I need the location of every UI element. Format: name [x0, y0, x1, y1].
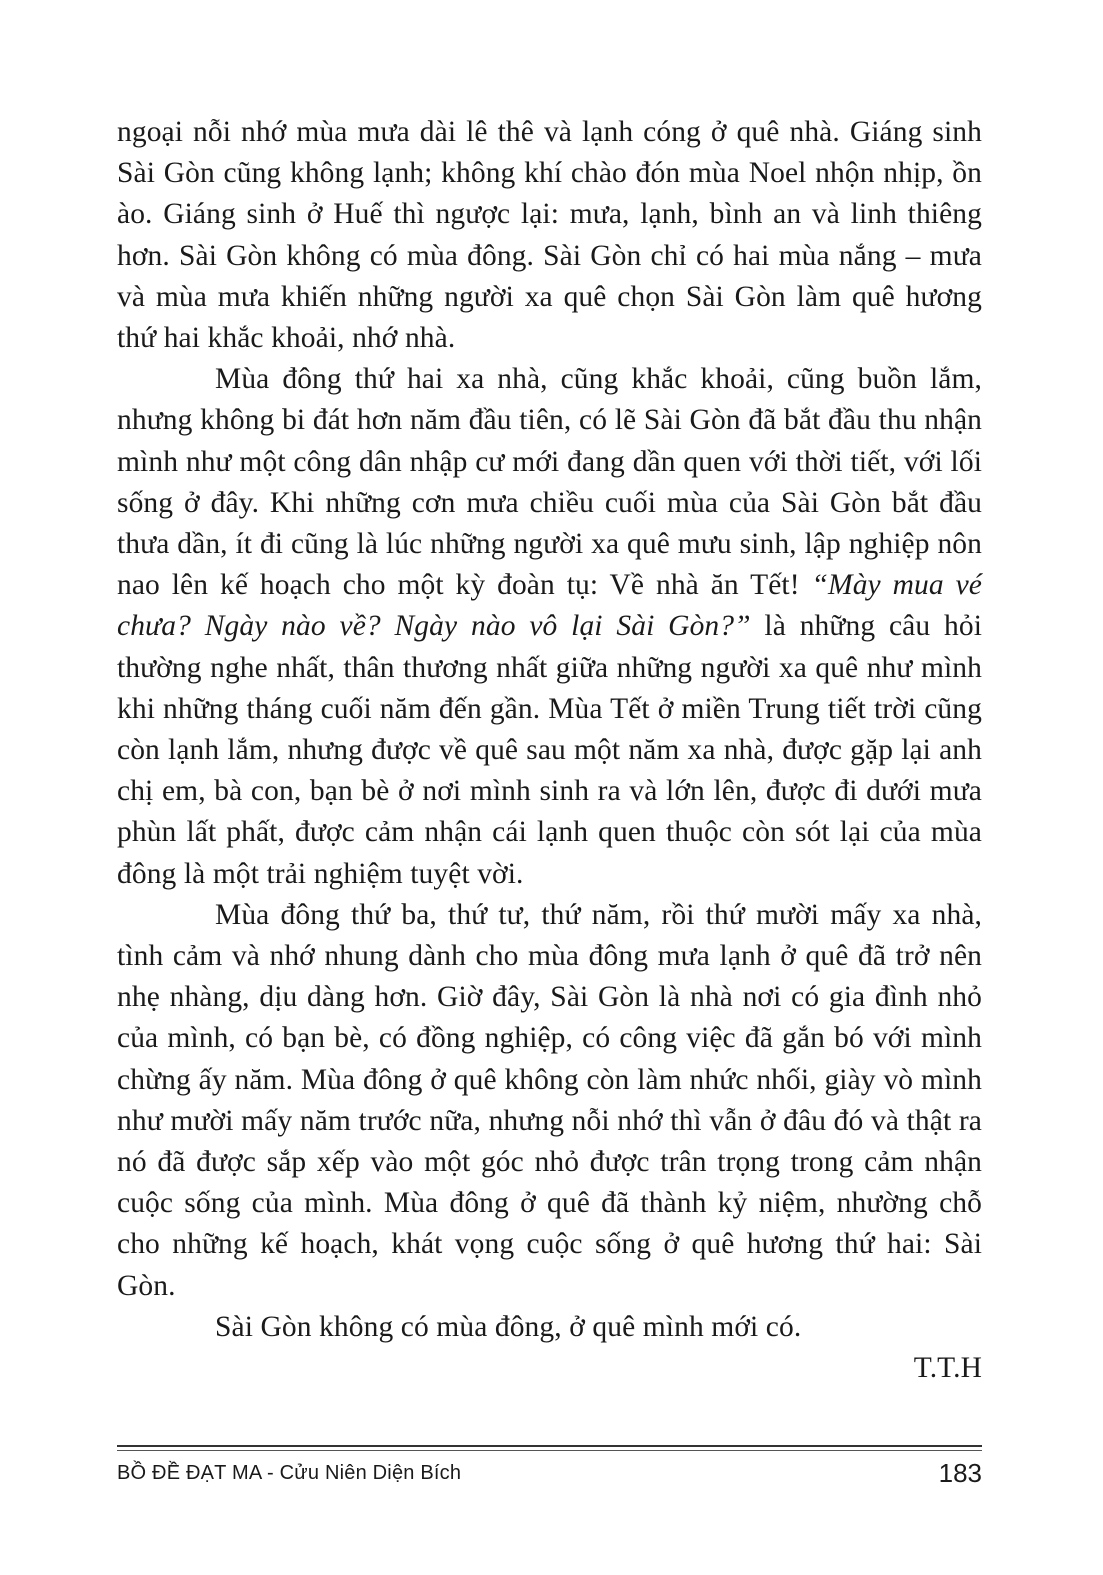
- page-number: 183: [938, 1457, 982, 1488]
- footer-rule-thin: [117, 1450, 982, 1451]
- author-signature: T.T.H: [913, 1352, 982, 1385]
- paragraph-1: ngoại nỗi nhớ mùa mưa dài lê thê và lạnh cóng ở quê nhà. Giáng sinh Sài Gòn cũng không lạnh; không khí chào đón mùa Noel nhộn nhịp, ồn ào. Giáng sinh ở Huế thì ngược lại: mưa, lạnh, bình an và linh thiêng hơn. Sài Gòn không có mùa đông. Sài Gòn chỉ có hai mùa nắng – mưa và mùa mưa khiến những người xa quê chọn Sài Gòn làm quê hương thứ hai khắc khoải, nhớ nhà.: [117, 116, 982, 355]
- paragraph-2-quote: “Mày mua vé chưa? Ngày nào về? Ngày nào vô lại Sài Gòn?”: [117, 569, 982, 643]
- paragraph-2: [117, 359, 982, 895]
- paragraph-2-before-quote: Mùa đông thứ hai xa nhà, cũng khắc khoải, cũng buồn lắm, nhưng không bi đát hơn năm đầu tiên, có lẽ Sài Gòn đã bắt đầu thu nhận mình như một công dân nhập cư mới đang dần quen với thời tiết, với lối sống ở đây. Khi những cơn mưa chiều cuối mùa của Sài Gòn bắt đầu thưa dần, ít đi cũng là lúc những người xa quê mưu sinh, lập nghiệp nôn nao lên kế hoạch cho một kỳ đoàn tụ: Về nhà ăn Tết!: [117, 363, 982, 602]
- book-title: BỒ ĐỀ ĐẠT MA - Cửu Niên Diện Bích: [117, 1461, 462, 1484]
- page-footer: [117, 1456, 982, 1490]
- footer-rule: [117, 1445, 982, 1447]
- page-body: [117, 112, 982, 1389]
- paragraph-3: Mùa đông thứ ba, thứ tư, thứ năm, rồi thứ mười mấy xa nhà, tình cảm và nhớ nhung dành cho mùa đông mưa lạnh ở quê đã trở nên nhẹ nhàng, dịu dàng hơn. Giờ đây, Sài Gòn là nhà nơi có gia đình nhỏ của mình, có bạn bè, có đồng nghiệp, có công việc đã gắn bó với mình chừng ấy năm. Mùa đông ở quê không còn làm nhức nhối, giày vò mình như mười mấy năm trước nữa, nhưng nỗi nhớ thì vẫn ở đâu đó và thật ra nó đã được sắp xếp vào một góc nhỏ được trân trọng trong cảm nhận cuộc sống của mình. Mùa đông ở quê đã thành kỷ niệm, nhường chỗ cho những kế hoạch, khát vọng cuộc sống ở quê hương thứ hai: Sài Gòn.: [117, 898, 982, 1302]
- paragraph-2-after-quote: là những câu hỏi thường nghe nhất, thân thương nhất giữa những người xa quê như mình khi những tháng cuối năm đến gần. Mùa Tết ở miền Trung tiết trời cũng còn lạnh lắm, nhưng được về quê sau một năm xa nhà, được gặp lại anh chị em, bà con, bạn bè ở nơi mình sinh ra và lớn lên, được đi dưới mưa phùn lất phất, được cảm nhận cái lạnh quen thuộc còn sót lại của mùa đông là một trải nghiệm tuyệt vời.: [117, 610, 982, 890]
- paragraph-closing: Sài Gòn không có mùa đông, ở quê mình mới có.: [215, 1310, 802, 1343]
